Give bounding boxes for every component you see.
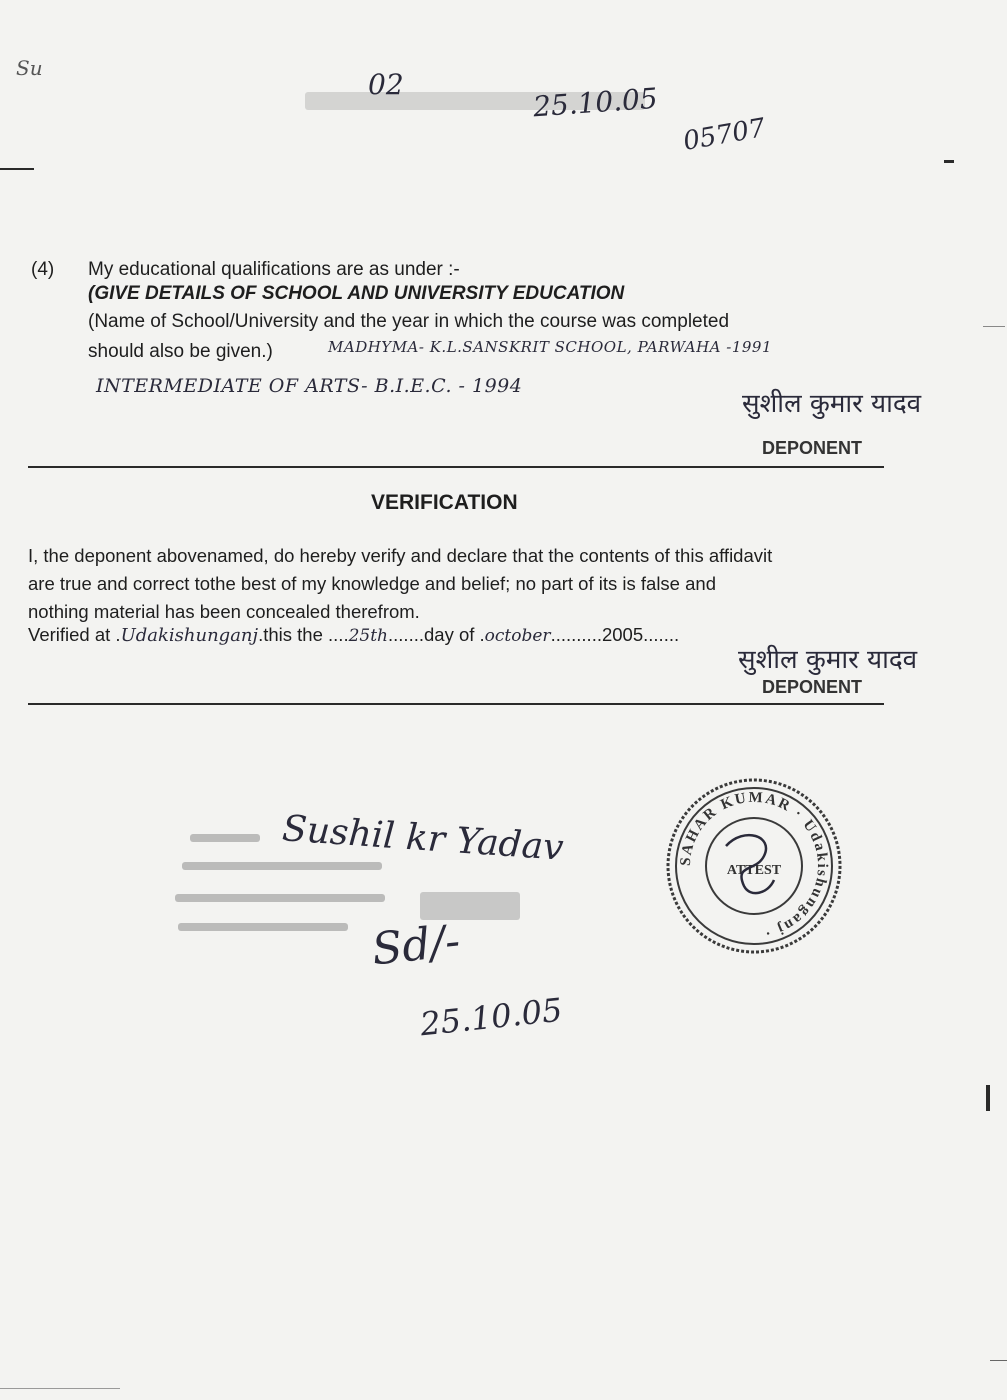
header-number: 05707 — [681, 113, 768, 157]
day-of-label: .......day of . — [388, 624, 485, 645]
qualifications-note-line2: should also be given.) — [88, 341, 273, 362]
verified-month: october — [484, 626, 551, 646]
corner-mark: Su — [16, 56, 43, 80]
year-suffix: ....... — [643, 624, 680, 645]
verification-line-1: I, the deponent abovenamed, do hereby verify and declare that the contents of this affidavit — [28, 545, 773, 566]
year-dots: .......... — [550, 624, 602, 645]
attestation-smudge-1 — [190, 834, 260, 842]
verified-day: 25th — [348, 626, 389, 646]
attestation-smudge-3 — [175, 894, 385, 902]
header-date: 25.10.05 — [532, 81, 659, 124]
seal-center-text: ATTEST — [726, 863, 782, 878]
divider-1 — [28, 466, 884, 468]
this-the-label: .this the .... — [258, 624, 349, 645]
divider-2 — [28, 703, 884, 705]
deponent-signature-hindi-2: सुशील कुमार यादव — [738, 645, 918, 675]
deponent-signature-hindi-1: सुशील कुमार यादव — [742, 389, 922, 419]
verified-at-label: Verified at . — [28, 624, 121, 645]
attestation-smudge-4 — [178, 923, 348, 931]
right-edge-mark-2 — [986, 1085, 990, 1111]
attestation-smudge-5 — [420, 892, 520, 920]
qualification-entry-2: INTERMEDIATE OF ARTS- B.I.E.C. - 1994 — [96, 375, 523, 397]
verified-place: Udakishunganj — [120, 625, 259, 646]
right-edge-mark-3 — [990, 1360, 1007, 1361]
seal-ring-text: SAHAR KUMAR · Udakishunganj · — [677, 789, 831, 942]
right-margin-mark — [944, 160, 954, 163]
file-number: 02 — [368, 68, 404, 101]
attesting-signature: Sushil kr Yadav — [280, 808, 565, 869]
attestation-date: 25.10.05 — [418, 990, 565, 1044]
section-number: (4) — [31, 259, 55, 280]
verification-line-3: nothing material has been concealed therefrom. — [28, 601, 420, 622]
verification-title: VERIFICATION — [371, 491, 518, 514]
verified-at-line — [28, 624, 679, 646]
deponent-label-1: DEPONENT — [762, 438, 863, 458]
bottom-edge-mark — [0, 1388, 120, 1389]
attestation-smudge-2 — [182, 862, 382, 870]
verified-year: 2005 — [601, 624, 644, 645]
qualifications-note-line1: (Name of School/University and the year in which the course was completed — [88, 311, 730, 332]
attesting-initials: Sd/- — [369, 915, 463, 976]
deponent-label-2: DEPONENT — [762, 677, 863, 697]
right-edge-mark-1 — [983, 326, 1005, 327]
left-margin-mark — [0, 168, 34, 170]
qualifications-heading: (GIVE DETAILS OF SCHOOL AND UNIVERSITY EDUCATION — [88, 283, 625, 304]
verification-line-2: are true and correct tothe best of my knowledge and belief; no part of its is false and — [28, 573, 716, 594]
qualifications-intro: My educational qualifications are as under :- — [88, 259, 460, 280]
notary-seal — [664, 776, 844, 956]
qualification-entry-1: MADHYMA- K.L.SANSKRIT SCHOOL, PARWAHA -1991 — [328, 338, 773, 356]
